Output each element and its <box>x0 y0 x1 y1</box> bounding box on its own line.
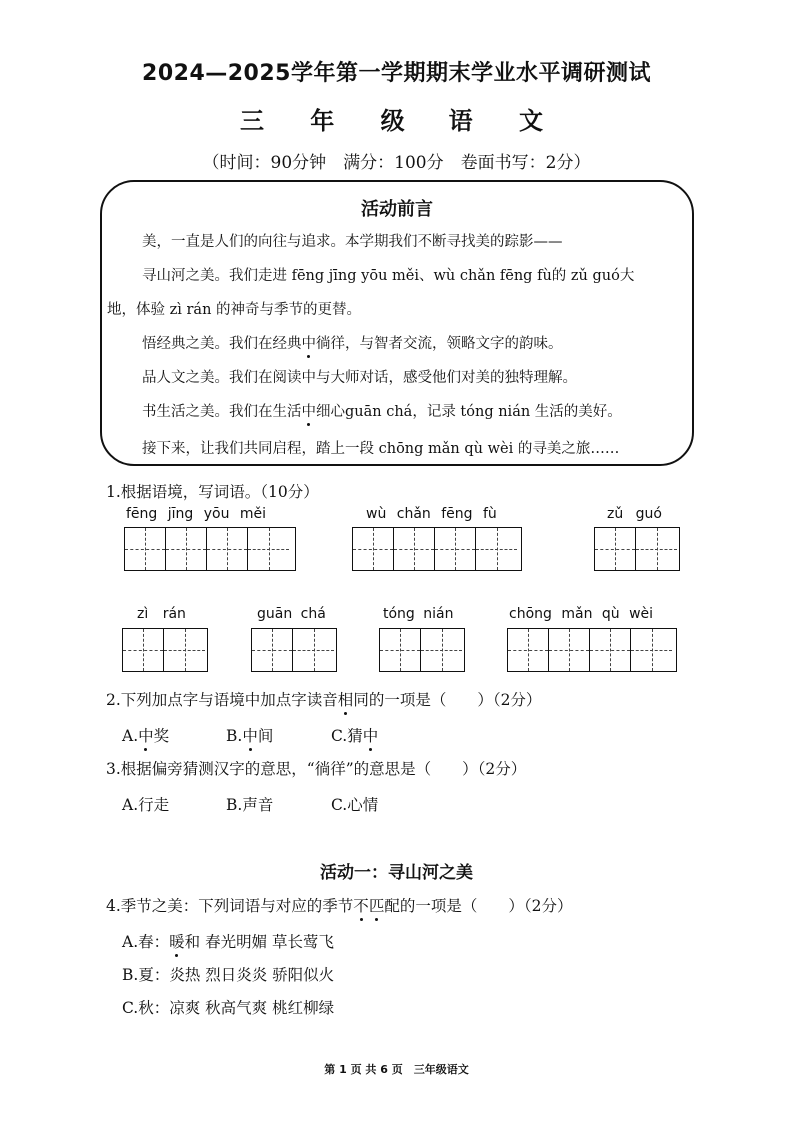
answer-grid-3[interactable] <box>594 527 680 571</box>
pinyin-6: tóng nián <box>383 606 454 622</box>
grid-cell[interactable] <box>631 629 672 671</box>
answer-grid-1[interactable] <box>124 527 296 571</box>
grid-cell[interactable] <box>353 528 394 570</box>
grid-cell[interactable] <box>421 629 462 671</box>
answer-grid-5[interactable] <box>251 628 337 672</box>
text: B. <box>226 727 243 745</box>
grid-cell[interactable] <box>636 528 677 570</box>
q4-option-c[interactable]: C.秋：凉爽 秋高气爽 桃红柳绿 <box>122 999 335 1017</box>
pinyin-5: guān chá <box>257 606 326 622</box>
intro-paragraph-2-cont: 地，体验 zì rán 的神奇与季节的更替。 <box>107 302 362 318</box>
grid-cell[interactable] <box>380 629 421 671</box>
grid-cell[interactable] <box>166 528 207 570</box>
dotted-char: 中 <box>363 724 379 746</box>
text: 4.季节之美：下列词语与对应的季节 <box>106 897 354 915</box>
intro-title: 活动前言 <box>361 199 433 220</box>
exam-title: 2024—2025学年第一学期期末学业水平调研测试 <box>142 61 651 86</box>
intro-paragraph-3 <box>142 332 563 353</box>
pinyin-3: zǔ guó <box>607 506 662 522</box>
text: 徜徉，与智者交流，领略文字的韵味。 <box>316 336 563 352</box>
pinyin-4: zì rán <box>137 606 186 622</box>
question-1: 1.根据语境，写词语。（10分） <box>106 483 319 501</box>
pinyin-7: chōng mǎn qù wèi <box>509 606 654 622</box>
dotted-char: 中 <box>302 332 317 353</box>
pinyin-2: wù chǎn fēng fù <box>366 506 497 522</box>
q3-option-a[interactable]: A.行走 <box>122 796 170 814</box>
text: 悟经典之美。我们在经典 <box>142 336 302 352</box>
intro-paragraph-2: 寻山河之美。我们走进 fēng jīng yōu měi、wù chǎn fēng fù的 zǔ guó大 <box>142 268 635 284</box>
dotted-char: 中 <box>138 724 154 746</box>
exam-info: （时间：90分钟 满分：100分 卷面书写：2分） <box>202 153 591 173</box>
grid-cell[interactable] <box>476 528 517 570</box>
q2-option-c[interactable] <box>331 724 378 746</box>
question-2 <box>106 688 541 710</box>
text: 配的一项是（ ）（2分） <box>384 897 573 915</box>
grid-cell[interactable] <box>207 528 248 570</box>
grid-cell[interactable] <box>394 528 435 570</box>
page-footer: 第 1 页 共 6 页 三年级语文 <box>324 1063 469 1076</box>
answer-grid-4[interactable] <box>122 628 208 672</box>
dotted-char: 暖 <box>169 930 185 952</box>
q3-option-c[interactable]: C.心情 <box>331 796 379 814</box>
grid-cell[interactable] <box>435 528 476 570</box>
pinyin-1: fēng jīng yōu měi <box>126 506 267 522</box>
dotted-char: 匹 <box>369 894 385 916</box>
text: A.春： <box>122 933 170 951</box>
text: C.猜 <box>331 727 363 745</box>
q2-option-a[interactable] <box>122 724 169 746</box>
intro-paragraph-4: 品人文之美。我们在阅读中与大师对话，感受他们对美的独特理解。 <box>142 370 577 386</box>
intro-box <box>100 180 694 466</box>
grid-cell[interactable] <box>549 629 590 671</box>
dotted-char: 中 <box>302 400 317 421</box>
text: A. <box>122 727 139 745</box>
q4-option-a[interactable] <box>122 930 334 952</box>
q2-option-b[interactable] <box>226 724 273 746</box>
q4-option-b[interactable]: B.夏：炎热 烈日炎炎 骄阳似火 <box>122 966 335 984</box>
text: 和 春光明媚 草长莺飞 <box>184 933 334 951</box>
intro-paragraph-5 <box>142 400 622 421</box>
grid-cell[interactable] <box>248 528 289 570</box>
grid-cell[interactable] <box>508 629 549 671</box>
text: 2.下列加点字与语境中加点字读音 <box>106 691 338 709</box>
grid-cell[interactable] <box>252 629 293 671</box>
answer-grid-6[interactable] <box>379 628 465 672</box>
intro-paragraph-1: 美，一直是人们的向往与追求。本学期我们不断寻找美的踪影—— <box>142 234 563 250</box>
text: 奖 <box>153 727 170 745</box>
intro-paragraph-6: 接下来，让我们共同启程，踏上一段 chōng mǎn qù wèi 的寻美之旅…… <box>142 441 620 457</box>
grid-cell[interactable] <box>125 528 166 570</box>
question-3: 3.根据偏旁猜测汉字的意思，“徜徉”的意思是（ ）（2分） <box>106 760 527 778</box>
section-title-activity-1: 活动一：寻山河之美 <box>320 863 473 883</box>
grid-cell[interactable] <box>595 528 636 570</box>
answer-grid-2[interactable] <box>352 527 522 571</box>
grid-cell[interactable] <box>590 629 631 671</box>
question-4 <box>106 894 572 916</box>
text: 同的一项是（ ）（2分） <box>353 691 542 709</box>
answer-grid-7[interactable] <box>507 628 677 672</box>
grid-cell[interactable] <box>123 629 164 671</box>
grid-cell[interactable] <box>164 629 205 671</box>
q3-option-b[interactable]: B.声音 <box>226 796 274 814</box>
dotted-char: 不 <box>353 894 369 916</box>
grid-cell[interactable] <box>293 629 334 671</box>
text: 间 <box>257 727 274 745</box>
text: 细心guān chá，记录 tóng nián 生活的美好。 <box>316 404 622 420</box>
exam-subtitle: 三 年 级 语 文 <box>239 107 554 135</box>
dotted-char: 相 <box>338 688 354 710</box>
text: 书生活之美。我们在生活 <box>142 404 302 420</box>
dotted-char: 中 <box>242 724 258 746</box>
